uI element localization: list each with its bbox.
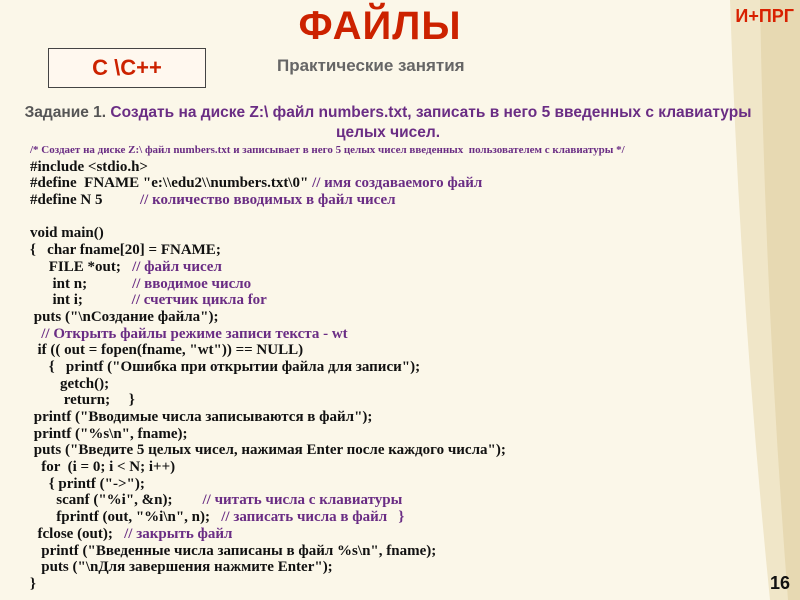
code-line — [30, 409, 770, 426]
code-text: printf ("%s\n", fname); — [33, 425, 188, 442]
code-line — [30, 509, 770, 526]
code-line — [30, 476, 770, 493]
slide-title: ФАЙЛЫ — [298, 4, 462, 48]
code-text: scanf ("%i", &n); — [56, 492, 203, 509]
code-line — [30, 392, 770, 409]
code-text: FILE *out; — [48, 258, 133, 275]
code-text: #define N 5 — [30, 192, 140, 209]
code-text: int i; — [52, 292, 132, 309]
code-comment: // счетчик цикла for — [131, 292, 267, 309]
code-line — [30, 292, 770, 309]
task-statement — [8, 103, 768, 143]
code-line — [30, 142, 770, 159]
code-text: #include <stdio.h> — [30, 158, 148, 175]
code-line — [30, 426, 770, 443]
code-line — [30, 342, 770, 359]
code-comment: // количество вводимых в файл чисел — [140, 192, 396, 209]
code-listing — [30, 142, 770, 593]
slide-subtitle: Практические занятия — [277, 56, 465, 75]
code-comment: // закрыть файл — [124, 525, 233, 542]
code-text: fclose (out); — [37, 525, 125, 542]
code-comment: // записать числа в файл } — [221, 509, 405, 526]
code-text: puts ("\nДля завершения нажмите Enter"); — [41, 559, 333, 576]
code-line — [30, 242, 770, 259]
code-text: printf ("Введенные числа записаны в файл %s\n", fname); — [41, 542, 437, 559]
code-line — [30, 526, 770, 543]
code-comment: // читать числа с клавиатуры — [202, 492, 403, 509]
code-line — [30, 459, 770, 476]
code-line — [30, 576, 770, 593]
code-comment: // файл чисел — [132, 258, 222, 275]
code-text: { printf ("Ошибка при открытии файла для записи"); — [48, 358, 421, 375]
code-line — [30, 225, 770, 242]
code-line — [30, 276, 770, 293]
code-line — [30, 209, 770, 226]
code-text: fprintf (out, "%i\n", n); — [56, 509, 222, 526]
language-label-box: C \C++ — [48, 48, 206, 88]
code-line — [30, 259, 770, 276]
code-text: int n; — [52, 275, 133, 292]
code-text: if (( out = fopen(fname, "wt")) == NULL) — [37, 342, 304, 359]
code-line — [30, 359, 770, 376]
code-text: getch(); — [60, 375, 110, 392]
code-line — [30, 309, 770, 326]
code-line — [30, 326, 770, 343]
code-comment: // Открыть файлы режиме записи текста - wt — [41, 325, 348, 342]
code-text: void main() — [30, 225, 104, 242]
code-text: printf ("Вводимые числа записываются в файл"); — [33, 409, 373, 425]
code-line — [30, 192, 770, 209]
code-line — [30, 159, 770, 176]
code-text: { printf ("->"); — [48, 475, 145, 492]
code-text: { char fname[20] = FNAME; — [30, 242, 221, 259]
code-text: } — [30, 575, 36, 592]
code-line — [30, 492, 770, 509]
course-badge: И+ПРГ — [735, 6, 794, 26]
code-text: return; } — [63, 392, 135, 409]
code-line — [30, 442, 770, 459]
code-comment: /* Создает на диске Z:\ файл numbers.txt и записывает в него 5 целых чисел введенных пользователем с клавиатуры */ — [30, 144, 625, 156]
code-text: for (i = 0; i < N; i++) — [41, 459, 176, 476]
code-comment: // имя создаваемого файл — [308, 175, 483, 192]
code-line — [30, 376, 770, 393]
code-text: puts ("\nСоздание файла"); — [33, 308, 219, 325]
code-line — [30, 559, 770, 576]
code-comment: // вводимое число — [132, 275, 252, 292]
code-text: puts ("Введите 5 целых чисел, нажимая Enter после каждого числа"); — [33, 442, 506, 459]
code-text: #define FNAME "e:\\edu2\\numbers.txt\0" — [30, 175, 309, 192]
task-text: Создать на диске Z:\ файл numbers.txt, записать в него 5 введенных с клавиатуры целых чисел. — [110, 104, 752, 141]
code-line — [30, 543, 770, 560]
page-number: 16 — [769, 573, 790, 593]
task-label: Задание 1. — [24, 104, 107, 121]
code-line — [30, 175, 770, 192]
